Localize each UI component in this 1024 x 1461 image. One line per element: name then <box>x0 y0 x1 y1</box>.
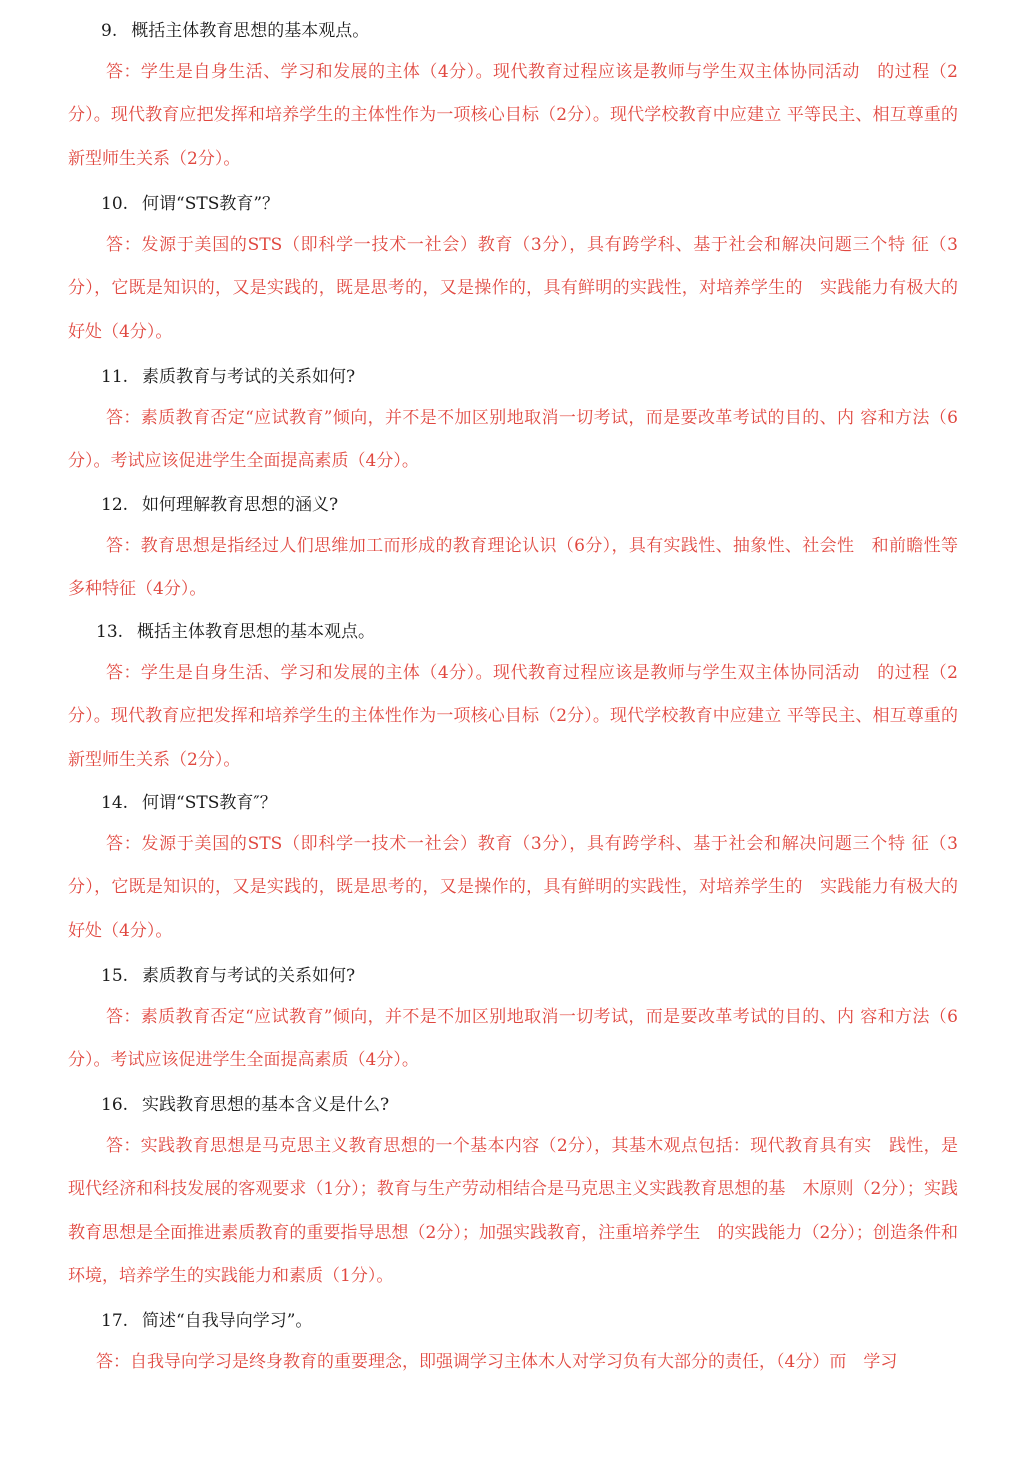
answer-16: 答：实践教育思想是马克思主义教育思想的一个基本内容（2分），其基木观点包括：现代教育具有实 践性，是现代经济和科技发展的客观要求（1分）；教育与生产劳动相结合是马克思主义实践教育思想的基 木原则（2分）；实践教育思想是全面推进素质教育的重要指导思想（2分）；加强实践教育，注重培养学生 的实践能力（2分）；创造条件和环境，培养学生的实践能力和素质（1分）。 <box>68 1136 958 1286</box>
answer-12: 答：教育思想是指经过人们思维加工而形成的教育理论认识（6分），具有实践性、抽象性、社会性 和前瞻性等多种特征（4分）。 <box>68 536 958 600</box>
question-11 <box>101 366 961 388</box>
question-10 <box>101 193 961 215</box>
question-number: 10. <box>101 194 129 214</box>
answer-13: 答：学生是自身生活、学习和发展的主体（4分）。现代教育过程应该是教师与学生双主体协同活动 的过程（2分）。现代教育应把发挥和培养学生的主体性作为一项核心目标（2分）。现代学校教育中应建立 平等民主、相互尊重的新型师生关系（2分）。 <box>68 663 958 770</box>
question-text: 如何理解教育思想的涵义? <box>142 495 339 515</box>
question-text: 何谓“STS教育″？ <box>142 793 277 813</box>
question-number: 9. <box>101 21 118 41</box>
question-text: 简述“自我导向学习”。 <box>142 1311 313 1331</box>
question-number: 12. <box>101 495 129 515</box>
answer-17: 答：自我导向学习是终身教育的重要理念，即强调学习主体木人对学习负有大部分的责任，（4分）而 学习 <box>96 1352 898 1372</box>
answer-14: 答：发源于美国的STS（即科学一技术一社会）教育（3分），具有跨学科、基于社会和解决问题三个特 征（3分），它既是知识的，又是实践的，既是思考的，又是操作的，具有鲜明的实践性，对培养学生的 实践能力有极大的好处（4分）。 <box>68 834 958 941</box>
question-14 <box>101 792 961 814</box>
question-text: 实践教育思想的基本含义是什么? <box>142 1095 390 1115</box>
question-number: 14. <box>101 793 129 813</box>
question-9 <box>101 20 961 42</box>
question-number: 15. <box>101 966 129 986</box>
answer-9: 答：学生是自身生活、学习和发展的主体（4分）。现代教育过程应该是教师与学生双主体协同活动 的过程（2分）。现代教育应把发挥和培养学生的主体性作为一项核心目标（2分）。现代学校教育中应建立 平等民主、相互尊重的新型师生关系（2分）。 <box>68 62 958 169</box>
question-12 <box>101 494 961 516</box>
question-15 <box>101 965 961 987</box>
question-text: 概括主体教育思想的基本观点。 <box>131 21 370 41</box>
answer-15: 答：素质教育否定“应试教育”倾向，并不是不加区别地取消一切考试，而是要改革考试的目的、内 容和方法（6分）。考试应该促进学生全面提高素质（4分）。 <box>68 1007 958 1071</box>
question-text: 概括主体教育思想的基本观点。 <box>137 622 376 642</box>
question-number: 17. <box>101 1311 129 1331</box>
question-number: 13. <box>96 622 124 642</box>
answer-10: 答：发源于美国的STS（即科学一技术一社会）教育（3分），具有跨学科、基于社会和解决问题三个特 征（3分），它既是知识的，又是实践的，既是思考的，又是操作的，具有鲜明的实践性，对培养学生的 实践能力有极大的好处（4分）。 <box>68 235 958 342</box>
question-number: 16. <box>101 1095 129 1115</box>
question-number: 11. <box>101 367 129 387</box>
question-text: 素质教育与考试的关系如何? <box>142 966 356 986</box>
question-text: 素质教育与考试的关系如何? <box>142 367 356 387</box>
question-16 <box>101 1094 961 1116</box>
question-text: 何谓“STS教育”？ <box>142 194 280 214</box>
question-13 <box>96 621 956 643</box>
answer-11: 答：素质教育否定“应试教育”倾向，并不是不加区别地取消一切考试，而是要改革考试的目的、内 容和方法（6分）。考试应该促进学生全面提高素质（4分）。 <box>68 408 958 472</box>
question-17 <box>101 1310 961 1332</box>
